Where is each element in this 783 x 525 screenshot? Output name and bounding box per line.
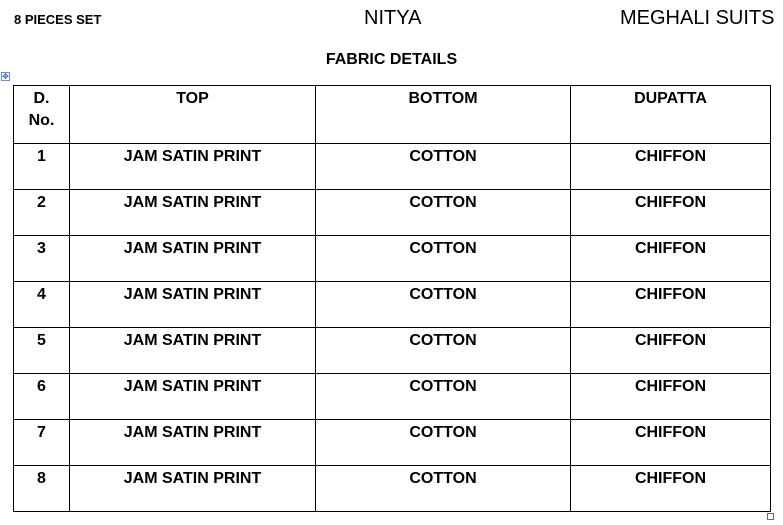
design-no-cell — [14, 466, 70, 512]
cell-text: 8 — [37, 470, 46, 487]
cell-text: JAM SATIN PRINT — [123, 424, 262, 441]
bottom-fabric-cell — [316, 236, 571, 282]
cell-text: COTTON — [409, 424, 477, 441]
top-fabric-cell — [70, 236, 316, 282]
cell-text: JAM SATIN PRINT — [123, 148, 262, 165]
dupatta-fabric-cell — [571, 236, 771, 282]
top-fabric-cell — [70, 190, 316, 236]
cell-text: COTTON — [409, 378, 477, 395]
table-row — [14, 420, 771, 466]
table-row — [14, 236, 771, 282]
design-no-cell — [14, 420, 70, 466]
cell-text: CHIFFON — [634, 194, 707, 211]
bottom-fabric-cell — [316, 466, 571, 512]
design-no-cell — [14, 190, 70, 236]
cell-text: COTTON — [409, 194, 477, 211]
top-fabric-cell — [70, 328, 316, 374]
dupatta-fabric-cell — [571, 374, 771, 420]
cell-text: 4 — [37, 286, 46, 303]
cell-text: JAM SATIN PRINT — [123, 194, 262, 211]
dupatta-fabric-cell — [571, 328, 771, 374]
set-label: 8 PIECES SET — [14, 12, 102, 27]
top-fabric-cell — [70, 282, 316, 328]
cell-text: 2 — [37, 194, 46, 211]
table-header-row — [14, 86, 771, 144]
cell-text: JAM SATIN PRINT — [123, 378, 262, 395]
cell-text: CHIFFON — [634, 148, 707, 165]
column-header-label: D. No. — [28, 90, 55, 129]
cell-text: JAM SATIN PRINT — [123, 332, 262, 349]
cell-text: 6 — [37, 378, 46, 395]
column-header-label: DUPATTA — [634, 90, 707, 107]
top-fabric-cell — [70, 420, 316, 466]
column-header-label: TOP — [176, 90, 209, 107]
cell-text: 5 — [37, 332, 46, 349]
cell-text: 1 — [37, 148, 46, 165]
cell-text: JAM SATIN PRINT — [123, 470, 262, 487]
table-row — [14, 190, 771, 236]
dupatta-fabric-cell — [571, 466, 771, 512]
dupatta-fabric-cell — [571, 282, 771, 328]
bottom-fabric-cell — [316, 282, 571, 328]
cell-text: COTTON — [409, 148, 477, 165]
cell-text: JAM SATIN PRINT — [123, 240, 262, 257]
dupatta-fabric-cell — [571, 144, 771, 190]
table-row — [14, 282, 771, 328]
cell-text: CHIFFON — [634, 424, 707, 441]
design-no-cell — [14, 374, 70, 420]
column-header-dupatta — [571, 86, 771, 144]
cell-text: 3 — [37, 240, 46, 257]
company-name: MEGHALI SUITS — [620, 7, 775, 29]
section-title: FABRIC DETAILS — [325, 51, 458, 68]
cell-text: CHIFFON — [634, 470, 707, 487]
dupatta-fabric-cell — [571, 420, 771, 466]
bottom-fabric-cell — [316, 420, 571, 466]
column-header-bottom — [316, 86, 571, 144]
bottom-fabric-cell — [316, 328, 571, 374]
cell-text: COTTON — [409, 240, 477, 257]
dupatta-fabric-cell — [571, 190, 771, 236]
bottom-fabric-cell — [316, 190, 571, 236]
cell-text: JAM SATIN PRINT — [123, 286, 262, 303]
brand-name: NITYA — [364, 7, 422, 29]
design-no-cell — [14, 236, 70, 282]
top-fabric-cell — [70, 374, 316, 420]
design-no-cell — [14, 282, 70, 328]
top-fabric-cell — [70, 466, 316, 512]
cell-text: CHIFFON — [634, 286, 707, 303]
table-resize-icon[interactable] — [767, 513, 774, 520]
cell-text: 7 — [37, 424, 46, 441]
column-header-label: BOTTOM — [408, 90, 478, 107]
cell-text: CHIFFON — [634, 332, 707, 349]
cell-text: COTTON — [409, 332, 477, 349]
bottom-fabric-cell — [316, 144, 571, 190]
fabric-details-table — [13, 85, 771, 512]
column-header-top — [70, 86, 316, 144]
column-header-design-no — [14, 86, 70, 144]
top-fabric-cell — [70, 144, 316, 190]
design-no-cell — [14, 328, 70, 374]
table-row — [14, 328, 771, 374]
design-no-cell — [14, 144, 70, 190]
cell-text: COTTON — [409, 286, 477, 303]
table-row — [14, 466, 771, 512]
cell-text: CHIFFON — [634, 240, 707, 257]
table-row — [14, 374, 771, 420]
bottom-fabric-cell — [316, 374, 571, 420]
cell-text: CHIFFON — [634, 378, 707, 395]
table-move-icon[interactable]: ✥ — [2, 72, 9, 81]
table-row — [14, 144, 771, 190]
cell-text: COTTON — [409, 470, 477, 487]
